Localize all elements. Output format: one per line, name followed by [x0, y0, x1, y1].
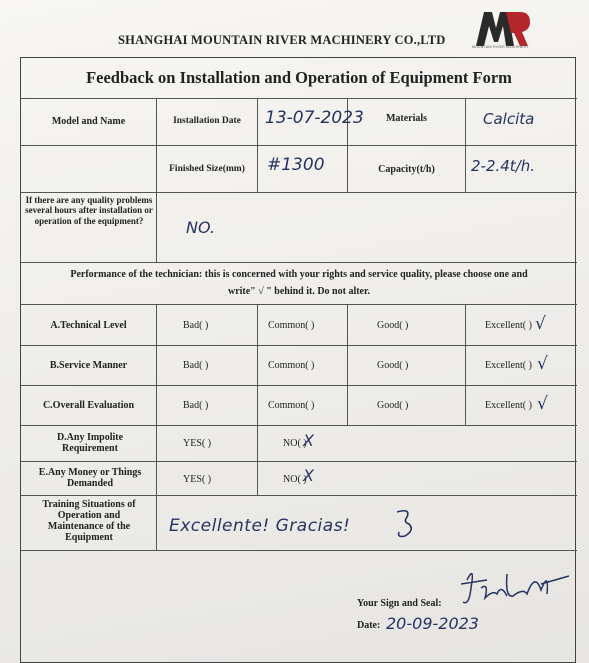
rating-bad: Bad( ) [183, 400, 209, 411]
rule [465, 304, 466, 425]
rule [21, 262, 577, 263]
performance-instructions-line2: write" √ " behind it. Do not alter. [227, 286, 371, 297]
rating-excellent: Excellent( ) [485, 400, 532, 411]
installation-date-label: Installation Date [173, 116, 241, 126]
rating-good: Good( ) [377, 320, 409, 331]
rating-common: Common( ) [268, 360, 315, 371]
cross-mark: X [303, 431, 314, 450]
rule [21, 461, 577, 462]
checkmark: √ [537, 354, 548, 374]
impolite-yes: YES( ) [183, 438, 212, 449]
rule [21, 192, 577, 193]
form-title: Feedback on Installation and Operation of Equipment Form [86, 68, 512, 87]
quality-answer: NO. [186, 218, 215, 237]
checkmark: √ [535, 314, 546, 334]
rating-label: A.Technical Level [50, 320, 127, 331]
rule [21, 385, 577, 386]
rule [156, 304, 157, 550]
rule [21, 495, 577, 496]
logo-text: MR [470, 6, 472, 7]
signature-icon [457, 558, 577, 613]
rule [21, 145, 577, 146]
rating-label: C.Overall Evaluation [42, 400, 135, 411]
rule [465, 98, 466, 192]
sign-label: Your Sign and Seal: [357, 598, 442, 609]
rating-excellent: Excellent( ) [485, 360, 532, 371]
company-name: SHANGHAI MOUNTAIN RIVER MACHINERY CO.,LTD [118, 33, 446, 47]
capacity-value: 2-2.4t/h. [471, 157, 536, 175]
rule [156, 98, 157, 192]
checkmark: √ [537, 394, 548, 414]
finished-size-value: #1300 [267, 155, 325, 175]
quality-question: If there are any quality problems several hours after installation or operation of the equipment? [25, 195, 153, 226]
rule [21, 550, 577, 551]
date-label: Date: [357, 620, 381, 631]
rule [257, 98, 258, 192]
model-label: Model and Name [51, 116, 126, 127]
rule [21, 304, 577, 305]
rating-good: Good( ) [377, 400, 409, 411]
feedback-form [20, 57, 576, 663]
date-value: 20-09-2023 [386, 614, 479, 633]
finished-size-label: Finished Size(mm) [169, 164, 245, 174]
money-no: NO( ) [283, 474, 307, 485]
rating-label: B.Service Manner [49, 360, 128, 371]
training-value: Excellente! Gracias! [169, 516, 351, 536]
rating-good: Good( ) [377, 360, 409, 371]
cross-mark: X [303, 466, 314, 485]
rule [21, 345, 577, 346]
training-label: Training Situations of Operation and Maintenance of the Equipment [42, 499, 136, 543]
materials-value: Calcita [483, 110, 535, 128]
rating-bad: Bad( ) [183, 360, 209, 371]
logo-subtitle: MOUNTAIN RIVER MACHINERY [472, 45, 529, 49]
impolite-no: NO( ) [283, 438, 307, 449]
capacity-label: Capacity(t/h) [378, 164, 435, 175]
rating-bad: Bad( ) [183, 320, 209, 331]
impolite-label: D.Any Impolite Requirement [56, 432, 124, 454]
rule [156, 192, 157, 262]
rule [21, 98, 577, 99]
rule [347, 304, 348, 425]
money-yes: YES( ) [183, 474, 212, 485]
rule [21, 425, 577, 426]
money-label: E.Any Money or Things Demanded [38, 467, 142, 489]
performance-instructions-line1: Performance of the technician: this is concerned with your rights and service quality, please choose one and [70, 269, 528, 280]
rule [257, 304, 258, 495]
rating-common: Common( ) [268, 320, 315, 331]
installation-date-value: 13-07-2023 [265, 108, 364, 128]
materials-label: Materials [385, 113, 428, 124]
smiley-doodle-icon [393, 508, 419, 542]
rating-common: Common( ) [268, 400, 315, 411]
rating-excellent: Excellent( ) [485, 320, 532, 331]
